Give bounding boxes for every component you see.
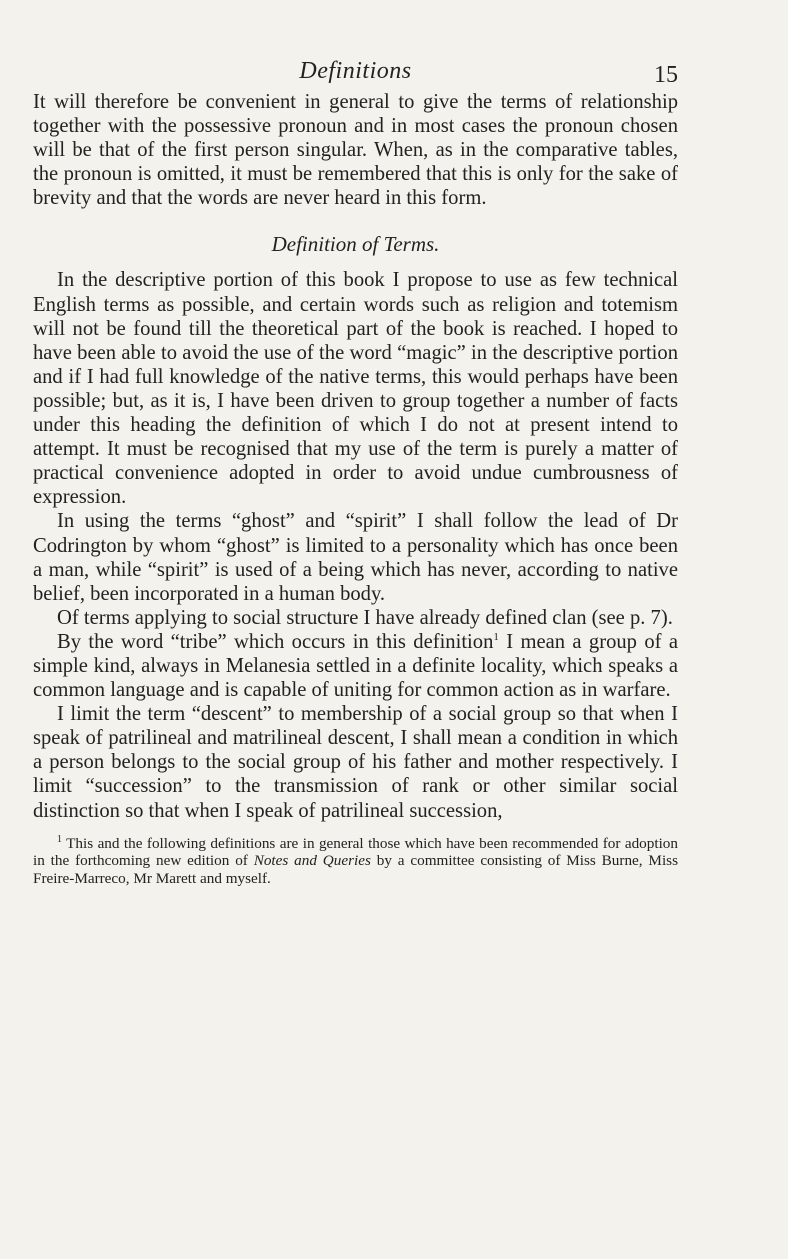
section-heading: Definition of Terms. [271,232,440,257]
footnote-text-end: by a committee consisting of Miss Burne, Miss Freire-Marreco, Mr Marett and myself. [33,852,678,887]
running-title: Definitions [299,58,412,84]
tribe-text-end: I mean a group of a simple kind, always in Melanesia settled in a definite locality, which speaks a common language and is capable of uniting for common action as in warfare. [33,630,678,702]
paragraph-pronoun-convention: It will therefore be convenient in general to give the terms of relationship together with the possessive pronoun and in most cases the pronoun chosen will be that of the first person singular. When, as in the comparative tables, the pronoun is omitted, it must be remembered that this is only for the sake of brevity and that the words are never heard in this form. [33,91,678,210]
footnote-italic-title: Notes and Queries [253,852,371,870]
footnote [33,835,678,888]
book-page [33,52,678,887]
paragraph-descent-succession: I limit the term “descent” to membership of a social group so that when I speak of patrilineal and matrilineal descent, I shall mean a condition in which a person belongs to the social group of his father and mother respectively. I limit “succession” to the transmission of rank or other similar social distinction so that when I speak of patrilineal succession, [33,703,678,822]
footnote-text-start: This and the following definitions are in general those which have been recommended for adoption in the forthcoming new edition of [33,834,678,870]
page-number: 15 [654,62,678,88]
paragraph-ghost-spirit: In using the terms “ghost” and “spirit” I shall follow the lead of Dr Codrington by whom “ghost” is limited to a personality which has once been a man, while “spirit” is used of a being which has never, according to native belief, been incorporated in a human body. [33,510,678,605]
footnote-reference[interactable]: 1 [493,631,499,644]
footnote-mark: 1 [57,833,62,845]
paragraph-technical-terms: In the descriptive portion of this book I propose to use as few technical English terms as possible, and certain words such as religion and totemism will not be found till the theoretical part of the book is reached. I hoped to have been able to avoid the use of the word “magic” in the descriptive portion and if I had full knowledge of the native terms, this would perhaps have been possible; but, as it is, I have been driven to group together a number of facts under this heading the definition of which I do not at present intend to attempt. It must be recognised that my use of the term is purely a matter of practical convenience adopted in order to avoid undue cumbrousness of expression. [33,269,678,509]
paragraph-clan: Of terms applying to social structure I have already defined clan (see p. 7). [57,606,673,629]
paragraph-tribe [33,630,678,702]
tribe-text-start: By the word “tribe” which occurs in this definition [57,630,494,653]
running-head [33,52,678,90]
